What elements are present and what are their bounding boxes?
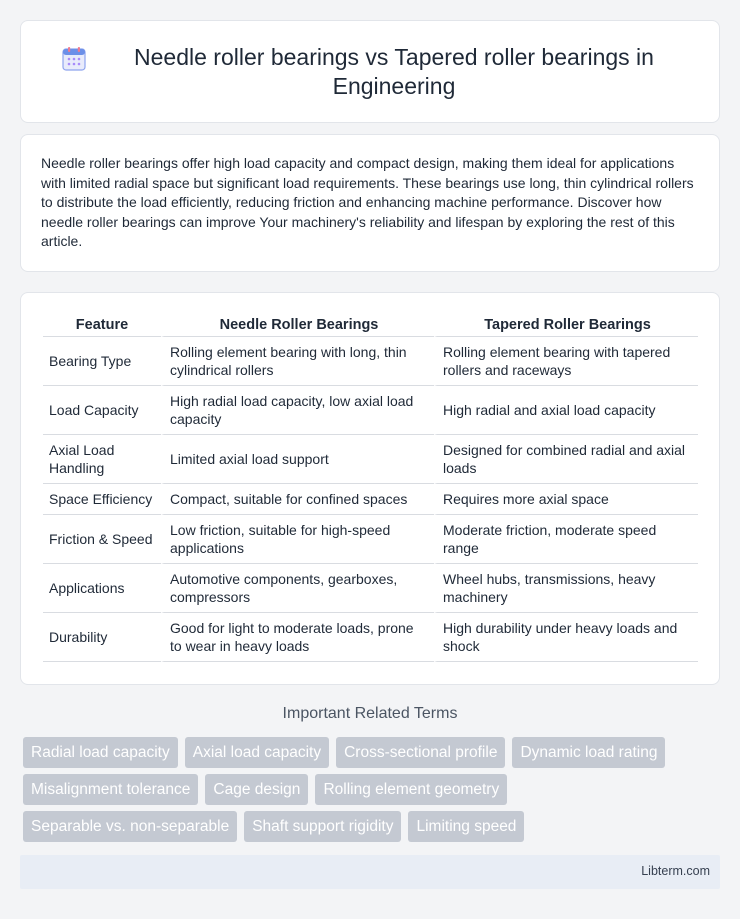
- feature-cell: Space Efficiency: [43, 484, 161, 515]
- footer: [20, 855, 720, 889]
- related-terms-list: [23, 737, 723, 848]
- feature-cell: Axial Load Handling: [43, 435, 161, 484]
- header-tapered: Tapered Roller Bearings: [434, 311, 698, 337]
- feature-cell: Friction & Speed: [43, 515, 161, 564]
- title-wrap: [21, 43, 719, 101]
- table-row: [43, 386, 698, 435]
- table-row: [43, 613, 698, 662]
- feature-cell: Bearing Type: [43, 337, 161, 386]
- header-feature: Feature: [43, 311, 161, 337]
- table-row: [43, 564, 698, 613]
- term-tag[interactable]: Misalignment tolerance: [23, 774, 198, 805]
- feature-cell: Durability: [43, 613, 161, 662]
- needle-cell: Limited axial load support: [161, 435, 434, 484]
- table-row: [43, 337, 698, 386]
- comparison-card: [20, 292, 720, 685]
- needle-cell: Rolling element bearing with long, thin cylindrical rollers: [161, 337, 434, 386]
- feature-cell: Applications: [43, 564, 161, 613]
- table-row: [43, 484, 698, 515]
- needle-cell: Compact, suitable for confined spaces: [161, 484, 434, 515]
- term-tag[interactable]: Separable vs. non-separable: [23, 811, 237, 842]
- table-row: [43, 515, 698, 564]
- title-card: [20, 20, 720, 123]
- term-tag[interactable]: Dynamic load rating: [512, 737, 665, 768]
- table-header-row: [43, 311, 698, 337]
- page-title: Needle roller bearings vs Tapered roller bearings in Engineering: [134, 43, 654, 99]
- table-row: [43, 435, 698, 484]
- footer-site-link[interactable]: Libterm.com: [641, 864, 710, 878]
- tapered-cell: High durability under heavy loads and shock: [434, 613, 698, 662]
- term-tag[interactable]: Axial load capacity: [185, 737, 329, 768]
- tapered-cell: Designed for combined radial and axial loads: [434, 435, 698, 484]
- calendar-icon: [61, 46, 87, 72]
- header-needle: Needle Roller Bearings: [161, 311, 434, 337]
- term-tag[interactable]: Radial load capacity: [23, 737, 178, 768]
- needle-cell: High radial load capacity, low axial load capacity: [161, 386, 434, 435]
- needle-cell: Good for light to moderate loads, prone to wear in heavy loads: [161, 613, 434, 662]
- intro-paragraph: Needle roller bearings offer high load capacity and compact design, making them ideal for applications with limited radial space but significant load requirements. These bearings use long, thin cylindrical rollers to distribute the load efficiently, reducing friction and enhancing machine performance. Discover how needle roller bearings can improve Your machinery's reliability and lifespan by exploring the rest of this article.: [41, 155, 694, 249]
- needle-cell: Low friction, suitable for high-speed applications: [161, 515, 434, 564]
- intro-card: [20, 134, 720, 272]
- term-tag[interactable]: Cross-sectional profile: [336, 737, 505, 768]
- term-tag[interactable]: Cage design: [205, 774, 308, 805]
- comparison-table: [43, 311, 698, 662]
- needle-cell: Automotive components, gearboxes, compressors: [161, 564, 434, 613]
- term-tag[interactable]: Shaft support rigidity: [244, 811, 401, 842]
- tapered-cell: Rolling element bearing with tapered rollers and raceways: [434, 337, 698, 386]
- tapered-cell: High radial and axial load capacity: [434, 386, 698, 435]
- term-tag[interactable]: Rolling element geometry: [315, 774, 507, 805]
- term-tag[interactable]: Limiting speed: [408, 811, 524, 842]
- tapered-cell: Requires more axial space: [434, 484, 698, 515]
- tapered-cell: Moderate friction, moderate speed range: [434, 515, 698, 564]
- feature-cell: Load Capacity: [43, 386, 161, 435]
- related-terms-heading: Important Related Terms: [282, 705, 458, 722]
- tapered-cell: Wheel hubs, transmissions, heavy machinery: [434, 564, 698, 613]
